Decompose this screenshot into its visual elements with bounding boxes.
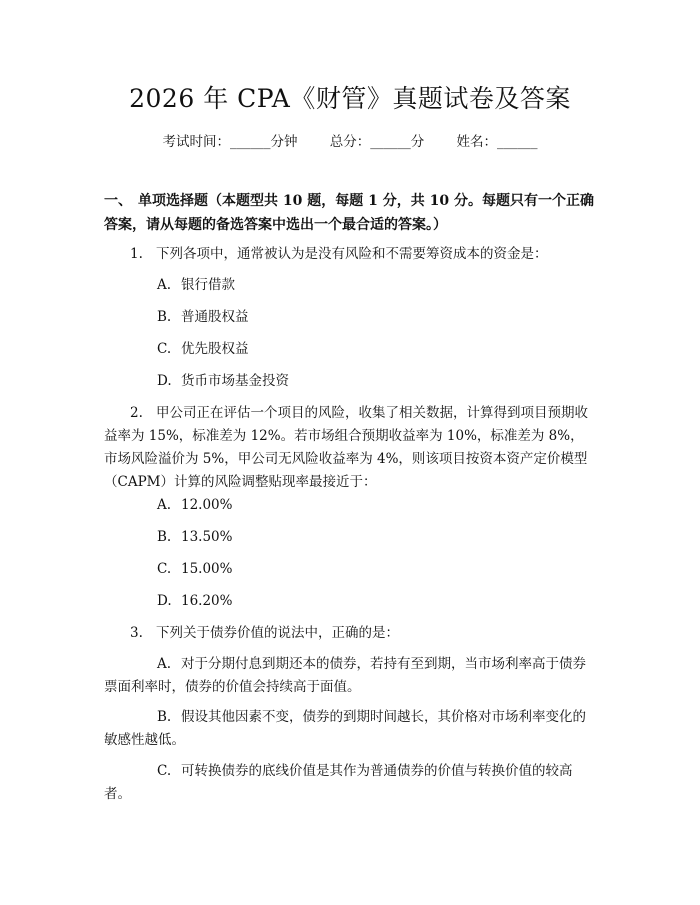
question-2: [104, 402, 596, 494]
question-number: 2.: [130, 405, 143, 421]
q1-option-d: [157, 370, 597, 393]
q2-option-b: [157, 526, 597, 549]
q2-option-c: [157, 558, 597, 581]
option-text: 15.00%: [181, 561, 233, 577]
option-text: 普通股权益: [181, 309, 249, 325]
option-text: 银行借款: [181, 277, 235, 293]
question-text: 下列关于债券价值的说法中，正确的是：: [156, 625, 399, 641]
question-text: 下列各项中，通常被认为是没有风险和不需要筹资成本的资金是：: [156, 246, 548, 262]
question-1: [104, 243, 596, 266]
option-text: 货币市场基金投资: [181, 373, 289, 389]
option-label: C.: [157, 341, 172, 357]
option-text: 可转换债券的底线价值是其作为普通债券的价值与转换价值的较高者。: [104, 763, 573, 802]
option-text: 16.20%: [181, 593, 233, 609]
option-text: 优先股权益: [181, 341, 249, 357]
exam-score: 总分：______分: [329, 134, 425, 150]
option-text: 12.00%: [181, 497, 233, 513]
q1-option-c: [157, 338, 597, 361]
option-label: A.: [157, 277, 172, 293]
section-heading: [104, 189, 596, 237]
option-text: 假设其他因素不变，债券的到期时间越长，其价格对市场利率变化的敏感性越低。: [104, 709, 586, 748]
page-title: 2026 年 CPA《财管》真题试卷及答案: [129, 84, 571, 113]
q1-option-a: [157, 274, 597, 297]
option-label: C.: [157, 763, 172, 779]
option-text: 13.50%: [181, 529, 233, 545]
q2-option-a: [157, 494, 597, 517]
option-text: 对于分期付息到期还本的债券，若持有至到期，当市场利率高于债券票面利率时，债券的价值会持续高于面值。: [104, 656, 586, 695]
q3-option-a: [104, 653, 596, 699]
question-text: 甲公司正在评估一个项目的风险，收集了相关数据，计算得到项目预期收益率为 15%，标准差为 12%。若市场组合预期收益率为 10%，标准差为 8%，市场风险溢价为 5%，甲公司无风险收益率为 4%，则该项目按资本资产定价模型（CAPM）计算的风险调整贴现率最接近于：: [104, 405, 588, 490]
option-label: A.: [157, 656, 172, 672]
question-number: 1.: [130, 246, 143, 262]
exam-meta: [0, 132, 700, 152]
option-label: C.: [157, 561, 172, 577]
option-label: B.: [157, 309, 172, 325]
option-label: B.: [157, 709, 172, 725]
option-label: A.: [157, 497, 172, 513]
q3-option-c: [104, 760, 596, 806]
q1-option-b: [157, 306, 597, 329]
section-number: 一、: [104, 193, 132, 209]
q3-option-b: [104, 706, 596, 752]
question-number: 3.: [130, 625, 143, 641]
exam-time: 考试时间：______分钟: [162, 134, 298, 150]
exam-name: 姓名：______: [456, 134, 538, 150]
q2-option-d: [157, 590, 597, 613]
option-label: D.: [157, 373, 172, 389]
option-label: D.: [157, 593, 172, 609]
section-text: 单项选择题（本题型共 10 题，每题 1 分，共 10 分。每题只有一个正确答案，请从每题的备选答案中选出一个最合适的答案。）: [104, 193, 594, 233]
option-label: B.: [157, 529, 172, 545]
question-3: [104, 622, 596, 645]
